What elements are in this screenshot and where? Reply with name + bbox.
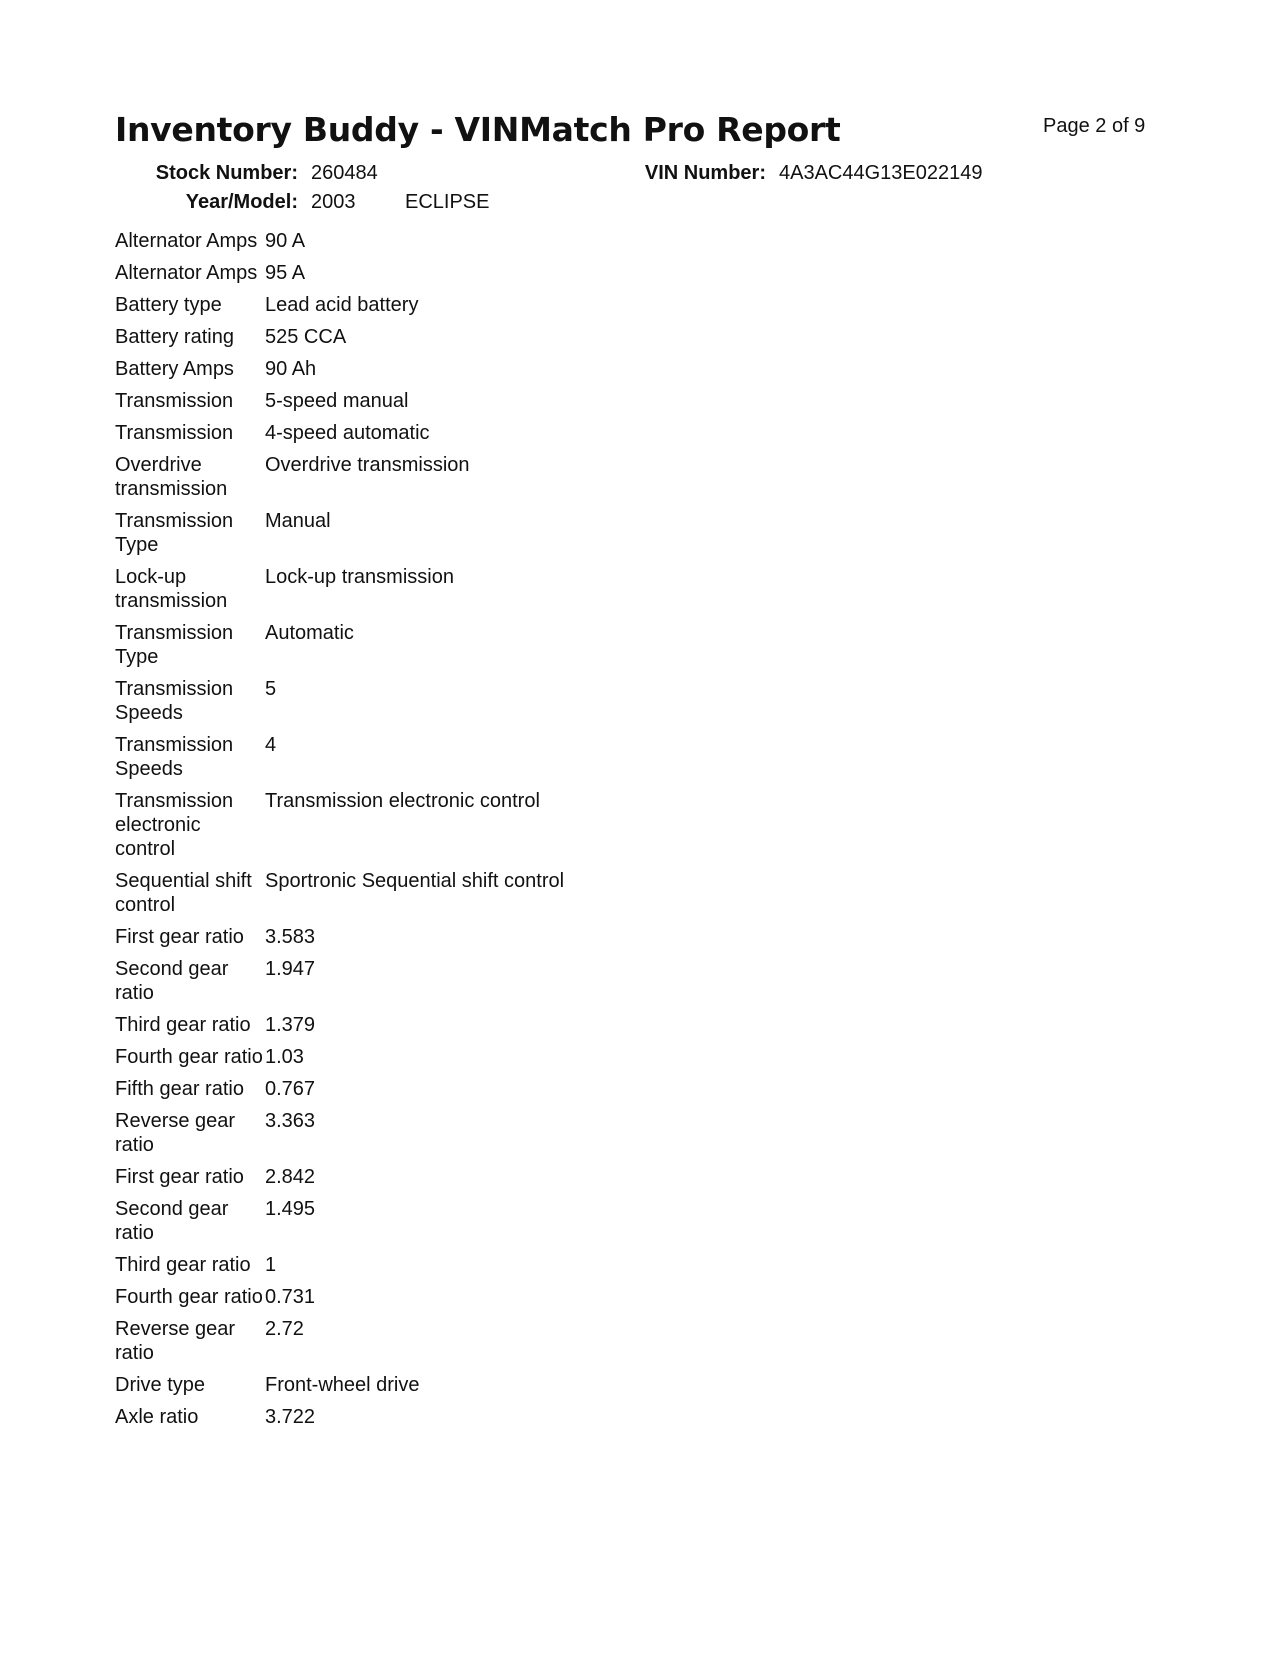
spec-name: Lock-up transmission [115,566,228,612]
page-indicator: Page 2 of 9 [1043,115,1146,137]
spec-value: 95 A [265,262,306,284]
spec-row [115,509,564,565]
vin-number-label: VIN Number: [644,162,766,184]
spec-name: Sequential shift control [115,870,252,916]
spec-name: Alternator Amps [115,262,258,284]
spec-row [115,1405,564,1437]
spec-name: Reverse gear ratio [115,1110,236,1156]
spec-value: 5-speed manual [265,390,409,412]
spec-value: 0.731 [265,1286,316,1308]
model-value: ECLIPSE [405,191,490,213]
spec-value: 1.495 [265,1198,316,1220]
spec-value: Transmission electronic control [265,790,540,812]
spec-row [115,389,564,421]
spec-value: 2.72 [265,1318,304,1340]
spec-name: Battery Amps [115,358,234,380]
spec-name: Overdrive transmission [115,454,228,500]
spec-row [115,1253,564,1285]
spec-row [115,453,564,509]
spec-name: Transmission Speeds [115,734,234,780]
spec-row [115,1165,564,1197]
spec-value: 4-speed automatic [265,422,430,444]
spec-row [115,1197,564,1253]
spec-name: First gear ratio [115,926,244,948]
spec-row [115,1013,564,1045]
spec-name: Drive type [115,1374,206,1396]
spec-name: Second gear ratio [115,958,229,1004]
spec-value: Manual [265,510,331,532]
vin-number-value: 4A3AC44G13E022149 [779,162,983,184]
spec-value: 90 Ah [265,358,317,380]
spec-row [115,789,564,869]
spec-value: 3.583 [265,926,316,948]
spec-name: Battery type [115,294,222,316]
spec-row [115,1285,564,1317]
spec-name: Transmission Speeds [115,678,234,724]
spec-value: 1.947 [265,958,316,980]
spec-row [115,957,564,1013]
spec-value: 1.379 [265,1014,316,1036]
spec-row [115,1373,564,1405]
spec-row [115,357,564,389]
spec-value: Front-wheel drive [265,1374,420,1396]
spec-value: Sportronic Sequential shift control [265,870,565,892]
spec-row [115,1109,564,1165]
stock-number-value: 260484 [311,162,378,184]
spec-name: Transmission Type [115,510,234,556]
spec-value: Lead acid battery [265,294,419,316]
spec-value: 2.842 [265,1166,316,1188]
spec-row [115,325,564,357]
spec-row [115,733,564,789]
spec-value: 3.722 [265,1406,316,1428]
spec-name: Second gear ratio [115,1198,229,1244]
spec-row [115,293,564,325]
spec-value: 525 CCA [265,326,347,348]
spec-value: 0.767 [265,1078,316,1100]
spec-name: Transmission electronic control [115,790,234,860]
specs-table-body [115,229,564,1437]
spec-name: Axle ratio [115,1406,199,1428]
spec-name: Battery rating [115,326,234,348]
year-model-label: Year/Model: [185,191,298,213]
spec-row [115,869,564,925]
spec-row [115,1045,564,1077]
spec-name: Fourth gear ratio [115,1046,263,1068]
spec-name: Third gear ratio [115,1254,251,1276]
spec-value: 4 [265,734,277,756]
spec-value: Overdrive transmission [265,454,470,476]
spec-name: Transmission [115,390,234,412]
spec-row [115,925,564,957]
spec-name: Fifth gear ratio [115,1078,244,1100]
spec-name: Reverse gear ratio [115,1318,236,1364]
spec-value: 90 A [265,230,306,252]
spec-name: Third gear ratio [115,1014,251,1036]
spec-value: 3.363 [265,1110,316,1132]
report-title: Inventory Buddy - VINMatch Pro Report [115,110,841,149]
spec-value: Lock-up transmission [265,566,454,588]
spec-value: 1.03 [265,1046,304,1068]
spec-row [115,421,564,453]
spec-name: Fourth gear ratio [115,1286,263,1308]
spec-row [115,621,564,677]
spec-row [115,565,564,621]
spec-row [115,261,564,293]
year-value: 2003 [311,191,356,213]
spec-row [115,1077,564,1109]
spec-name: Alternator Amps [115,230,258,252]
stock-number-label: Stock Number: [155,162,298,184]
spec-value: 1 [265,1254,277,1276]
spec-name: Transmission [115,422,234,444]
spec-name: First gear ratio [115,1166,244,1188]
spec-name: Transmission Type [115,622,234,668]
spec-row [115,229,564,261]
specs-table [115,229,564,1437]
spec-value: Automatic [265,622,354,644]
spec-value: 5 [265,678,277,700]
spec-row [115,1317,564,1373]
spec-row [115,677,564,733]
